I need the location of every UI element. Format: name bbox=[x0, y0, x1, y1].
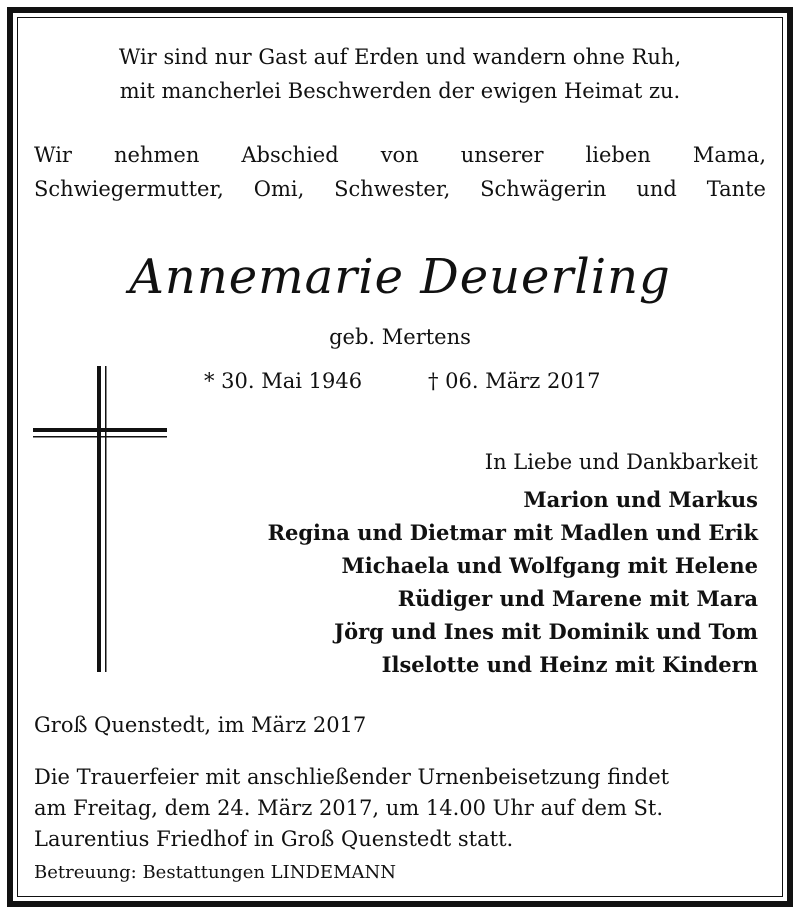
funeral-info-line-1: Die Trauerfeier mit anschließender Urnenbeisetzung findet bbox=[34, 765, 670, 789]
deceased-name: Annemarie Deuerling bbox=[129, 249, 671, 305]
cross-icon bbox=[30, 366, 170, 676]
maiden-name: geb. Mertens bbox=[329, 325, 471, 349]
intro-line-1: Wir nehmen Abschied von unserer lieben Mama, bbox=[34, 143, 766, 167]
intro-line-2: Schwiegermutter, Omi, Schwester, Schwägerin und Tante bbox=[34, 177, 766, 201]
mourner-name: Michaela und Wolfgang mit Helene bbox=[341, 553, 758, 578]
care-provider: Betreuung: Bestattungen LINDEMANN bbox=[34, 862, 396, 883]
mourner-name: Jörg und Ines mit Dominik und Tom bbox=[334, 619, 758, 644]
mourner-name: Ilselotte und Heinz mit Kindern bbox=[381, 652, 758, 677]
motto-line-2: mit mancherlei Beschwerden der ewigen Heimat zu. bbox=[119, 79, 681, 103]
funeral-info-line-3: Laurentius Friedhof in Groß Quenstedt statt. bbox=[34, 827, 514, 851]
mourner-name: Rüdiger und Marene mit Mara bbox=[397, 586, 758, 611]
motto-line-1: Wir sind nur Gast auf Erden und wandern ohne Ruh, bbox=[118, 45, 682, 69]
funeral-info-line-2: am Freitag, dem 24. März 2017, um 14.00 Uhr auf dem St. bbox=[34, 796, 664, 820]
mourners-heading: In Liebe und Dankbarkeit bbox=[484, 450, 758, 474]
birth-date: * 30. Mai 1946 bbox=[204, 369, 363, 393]
place-date: Groß Quenstedt, im März 2017 bbox=[34, 713, 367, 737]
mourner-name: Regina und Dietmar mit Madlen und Erik bbox=[267, 520, 758, 545]
mourner-name: Marion und Markus bbox=[523, 487, 758, 512]
death-date: † 06. März 2017 bbox=[428, 369, 601, 393]
